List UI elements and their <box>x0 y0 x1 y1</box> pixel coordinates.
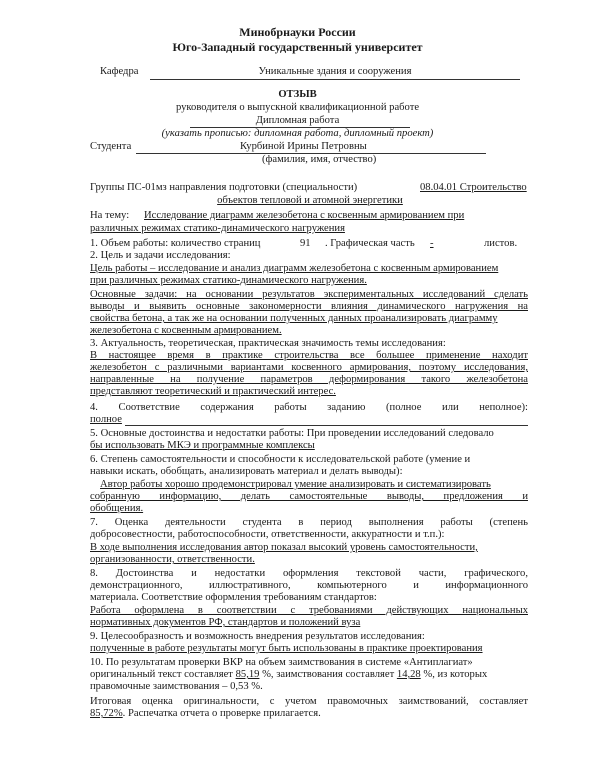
item-2-text-3: Основные задачи: на основании результатов экспериментальных исследований сделать <box>90 289 528 300</box>
topic-line-1: Исследование диаграмм железобетона с косвенным армированием при <box>144 210 465 221</box>
student-label: Студента <box>90 141 132 152</box>
item-3-text-4: представляют теоретический и практический интерес. <box>90 386 336 397</box>
work-type: Дипломная работа <box>255 115 340 126</box>
item-8-label-3: материала. Соответствие оформления требованиям стандартов: <box>90 592 377 603</box>
item-6-label-1: 6. Степень самостоятельности и способности к исследовательской работе (умение и <box>90 454 471 465</box>
item-2-label: 2. Цель и задачи исследования: <box>90 250 231 261</box>
final-originality-value: 85,72% <box>90 708 123 719</box>
item-3-text-3: направленные на получение параметров деформирования такого железобетона <box>90 374 528 385</box>
item-10-borrow-value: 14,28 <box>396 669 421 680</box>
item-6-text-1: Автор работы хорошо продемонстрировал умение анализировать и систематизировать <box>100 479 491 490</box>
item-3-text-2: железобетон с различными вариантами косвенного армирования, поэтому исследования, <box>90 362 528 373</box>
item-10-legit: правомочные заимствования – 0,53 %. <box>90 681 263 692</box>
ministry-name: Минобрнауки России <box>239 25 356 39</box>
item-1-sheets: листов. <box>484 238 518 249</box>
item-4-underline <box>125 425 528 426</box>
item-6-text-3: обобщения. <box>90 503 144 514</box>
item-4-label: 4. Соответствие содержания работы заданию (полное или неполное): <box>90 402 528 413</box>
work-type-hint: (указать прописью: дипломная работа, дипломный проект) <box>161 128 434 139</box>
item-6-text-2: собранную информацию, делать самостоятельные выводы, предложения и <box>90 491 528 502</box>
item-1-graph-value: - <box>430 238 434 249</box>
item-1-graph-label: . Графическая часть <box>325 238 415 249</box>
item-9-text: полученные в работе результаты могут быть использованы в практике проектирования <box>90 643 483 654</box>
specialty-code: 08.04.01 Строительство <box>420 182 527 193</box>
item-10-label: 10. По результатам проверки ВКР на объем заимствования в системе «Антиплагиат» <box>90 657 473 668</box>
item-6-label-2: навыки искать, обобщать, анализировать материал и делать выводы): <box>90 466 403 477</box>
item-3-text-1: В настоящее время в практике строительства все большее применение находит <box>90 350 528 361</box>
item-7-text-1: В ходе выполнения исследования автор показал высокий уровень самостоятельности, <box>90 542 478 553</box>
item-7-text-2: организованности, ответственности. <box>90 554 255 565</box>
item-8-text-1: Работа оформлена в соответствии с требованиями действующих национальных <box>90 605 528 616</box>
item-5-label: 5. Основные достоинства и недостатки работы: При проведении исследований следовало <box>90 428 494 439</box>
item-4-value: полное <box>90 414 122 425</box>
item-2-text-4: выводы и выявить основные закономерности влияния динамического нагружения на <box>90 301 528 312</box>
item-2-text-1: Цель работы – исследование и анализ диаграмм железобетона с косвенным армированием <box>90 263 499 274</box>
item-7-label-1: 7. Оценка деятельности студента в период выполнения работы (степень <box>90 517 528 528</box>
item-10-original-value: 85,19 <box>235 669 260 680</box>
item-10-tail: %, из которых <box>420 669 488 680</box>
chair-underline <box>150 79 520 80</box>
item-2-text-2: при различных режимах статико-динамического нагружения. <box>90 275 367 286</box>
item-8-label-1: 8. Достоинства и недостатки оформления текстовой части, графического, <box>90 568 528 579</box>
group-line: Группы ПС-01мз направления подготовки (специальности) <box>90 182 358 193</box>
topic-label: На тему: <box>90 210 130 221</box>
item-7-label-2: добросовестности, работоспособности, ответственности, аккуратности и т.п.): <box>90 529 445 540</box>
item-10-original-label: оригинальный текст составляет <box>90 669 236 680</box>
topic-line-2: различных режимах статико-динамического нагружения <box>90 223 345 234</box>
final-report-note: . Распечатка отчета о проверке прилагается. <box>122 708 321 719</box>
item-8-label-2: демонстрационного, иллюстративного, компьютерного и информационного <box>90 580 528 591</box>
specialty-profile: объектов тепловой и атомной энергетики <box>217 195 403 206</box>
item-5-text: бы использовать МКЭ и программные комплексы <box>90 440 315 451</box>
student-name: Курбиной Ирины Петровны <box>240 141 367 152</box>
final-assessment-line-1: Итоговая оценка оригинальности, с учетом правомочных заимствований, составляет <box>90 696 528 707</box>
item-1-label: 1. Объем работы: количество страниц <box>90 238 261 249</box>
item-10-result-line <box>90 669 487 681</box>
item-2-text-6: железобетона с косвенным армированием. <box>90 325 282 336</box>
item-1-pages: 91 <box>300 238 311 249</box>
chair-label: Кафедра <box>100 66 139 77</box>
student-hint: (фамилия, имя, отчество) <box>262 154 377 165</box>
review-heading: ОТЗЫВ <box>278 89 317 100</box>
item-2-text-5: свойства бетона, а так же на основании полученных данных проанализировать диаграмму <box>90 313 498 324</box>
chair-value: Уникальные здания и сооружения <box>258 66 412 77</box>
review-subtitle: руководителя о выпускной квалификационной работе <box>175 102 420 113</box>
university-name: Юго-Западный государственный университет <box>172 40 423 54</box>
item-3-label: 3. Актуальность, теоретическая, практическая значимость темы исследования: <box>90 338 446 349</box>
item-10-borrow-label: %, заимствования составляет <box>259 669 397 680</box>
item-9-label: 9. Целесообразность и возможность внедрения результатов исследования: <box>90 631 425 642</box>
item-8-text-2: нормативных документов РФ, стандартов и положений вуза <box>90 617 361 628</box>
final-assessment-line-2 <box>90 708 321 720</box>
